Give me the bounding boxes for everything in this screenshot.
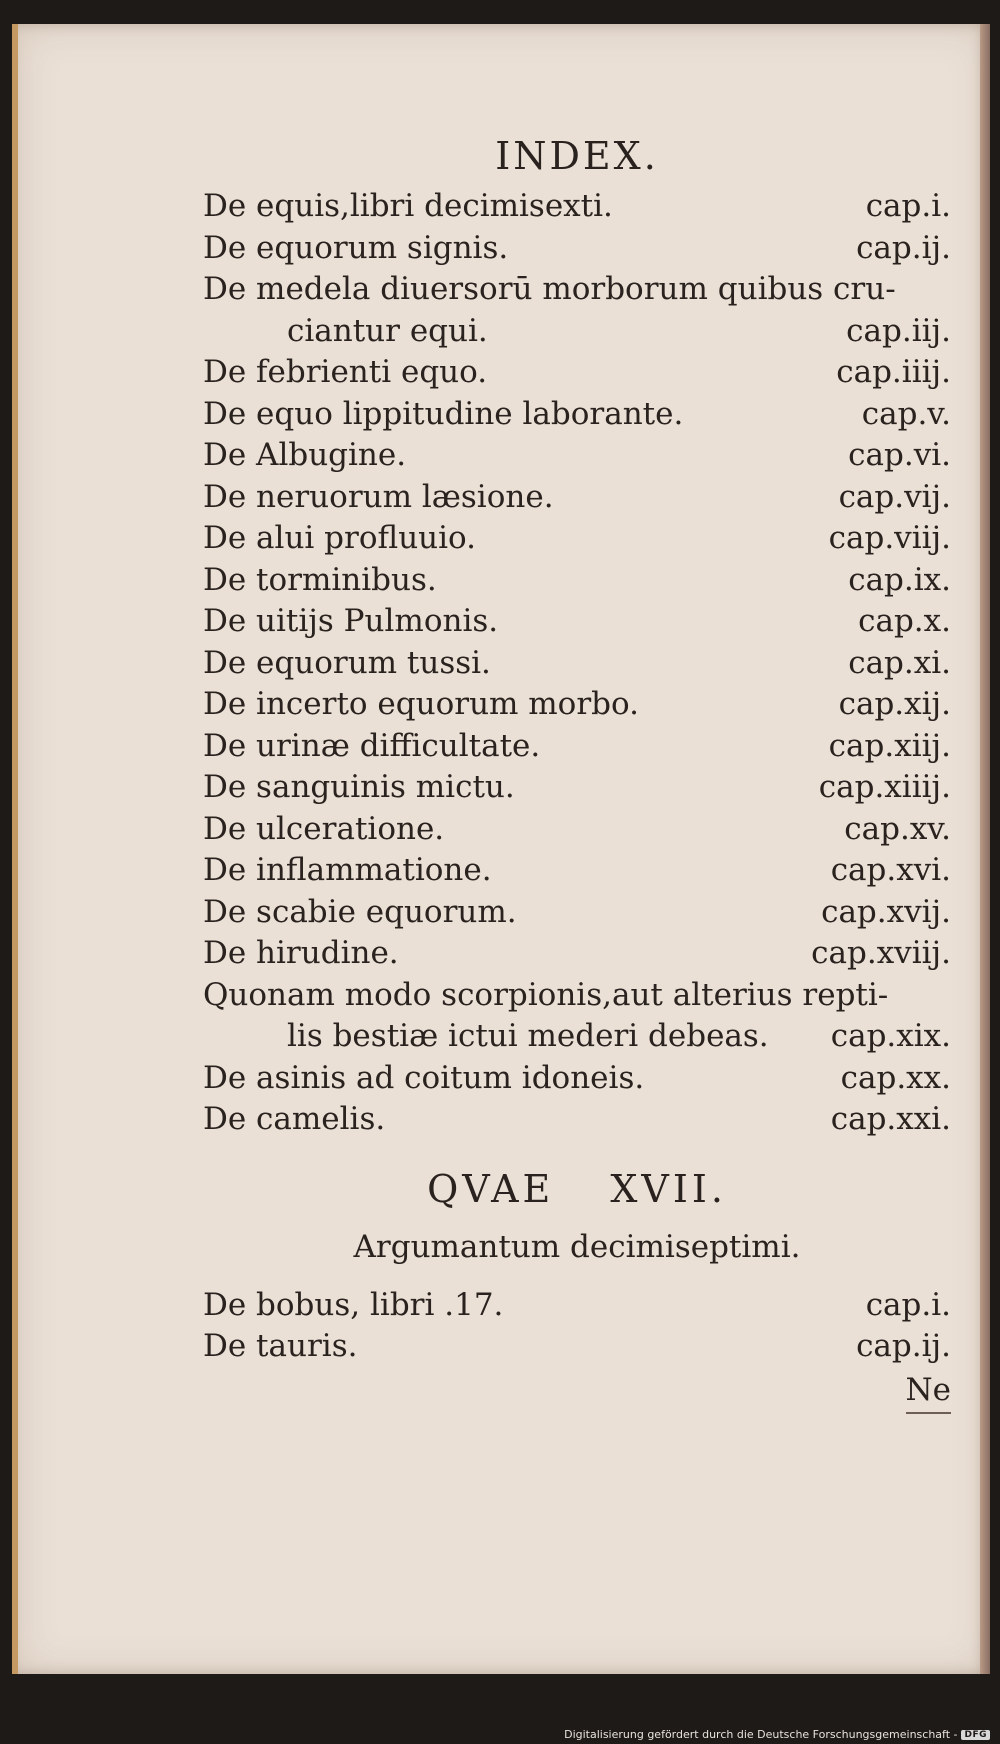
entry-chapter: cap.xix.	[830, 1018, 951, 1054]
index-entry	[203, 933, 951, 975]
digitization-footer	[564, 1728, 990, 1741]
entry-chapter: cap.i.	[865, 1286, 951, 1323]
entry-title: De camelis.	[203, 1101, 386, 1137]
binding-edge	[980, 24, 990, 1674]
index-entry	[203, 1016, 951, 1058]
entry-title: De equorum tussi.	[203, 644, 491, 681]
index-entry	[203, 394, 951, 436]
entry-title: De bobus, libri .17.	[203, 1286, 504, 1323]
index-entry	[203, 643, 951, 685]
entry-title: De medela diuersorū morborum quibus cru-	[203, 271, 896, 307]
entry-title: De equorum signis.	[203, 229, 509, 266]
index-entry	[203, 975, 951, 1017]
entry-title: De uitijs Pulmonis.	[203, 603, 499, 639]
book-page	[12, 24, 990, 1674]
index-entry	[203, 1326, 951, 1368]
index-entry	[203, 726, 951, 768]
section-subheading: Argumantum decimiseptimi.	[353, 1228, 801, 1265]
entry-chapter: cap.vij.	[838, 478, 951, 515]
entry-chapter: cap.xv.	[844, 810, 951, 847]
entry-chapter: cap.ij.	[856, 1328, 951, 1364]
index-entry	[203, 767, 951, 809]
index-entry	[203, 269, 951, 311]
entry-chapter: cap.xvi.	[830, 852, 951, 888]
entry-title: lis bestiæ ictui mederi debeas.	[287, 1018, 769, 1054]
entry-chapter: cap.viij.	[828, 520, 951, 556]
index-entry	[203, 892, 951, 934]
index-entry	[203, 601, 951, 643]
index-entry	[203, 1058, 951, 1100]
entry-title: De inflammatione.	[203, 852, 492, 888]
entry-chapter: cap.ix.	[848, 561, 951, 598]
entry-title: De equis,libri decimisexti.	[203, 188, 613, 224]
entry-chapter: cap.v.	[861, 395, 951, 432]
entry-title: ciantur equi.	[287, 312, 488, 349]
index-entry	[203, 1099, 951, 1141]
entry-chapter: cap.xi.	[848, 644, 951, 681]
entry-title: Quonam modo scorpionis,aut alterius repti-	[203, 976, 889, 1013]
entry-title: De ulceratione.	[203, 810, 445, 847]
index-entry	[203, 809, 951, 851]
entry-chapter: cap.vi.	[848, 437, 951, 473]
catchword-text: Ne	[906, 1368, 951, 1414]
entry-title: De neruorum læsione.	[203, 478, 554, 515]
entry-title: De febrienti equo.	[203, 354, 488, 390]
section-heading: QVAE XVII.	[427, 1166, 727, 1211]
index-entry	[203, 684, 951, 726]
index-entry	[203, 560, 951, 602]
entry-chapter: cap.iiij.	[836, 354, 951, 390]
index-entry	[203, 477, 951, 519]
entry-title: De incerto equorum morbo.	[203, 686, 639, 722]
index-entry	[203, 435, 951, 477]
index-text-block	[203, 132, 951, 1412]
entry-chapter: cap.x.	[858, 603, 951, 639]
entry-chapter: cap.iij.	[846, 312, 951, 349]
index-entry	[203, 311, 951, 353]
footer-text: Digitalisierung gefördert durch die Deutsche Forschungsgemeinschaft -	[564, 1728, 958, 1741]
index-entry	[203, 518, 951, 560]
entry-chapter: cap.xxi.	[830, 1101, 951, 1137]
entry-chapter: cap.i.	[865, 188, 951, 224]
entry-chapter: cap.xiij.	[828, 727, 951, 764]
entry-title: De urinæ difficultate.	[203, 727, 541, 764]
entry-chapter: cap.ij.	[856, 229, 951, 266]
entry-title: De equo lippitudine laborante.	[203, 395, 684, 432]
entry-title: De asinis ad coitum idoneis.	[203, 1059, 645, 1096]
index-entry	[203, 850, 951, 892]
dfg-logo-icon: DFG	[961, 1730, 990, 1740]
entry-title: De scabie equorum.	[203, 893, 517, 930]
index-entries-second-section	[203, 1285, 951, 1368]
entry-title: De hirudine.	[203, 935, 399, 971]
entry-chapter: cap.xvij.	[821, 893, 951, 930]
entry-chapter: cap.xiiij.	[818, 769, 951, 805]
entry-title: De tauris.	[203, 1328, 358, 1364]
entry-title: De alui profluuio.	[203, 520, 477, 556]
index-entry	[203, 228, 951, 270]
entry-chapter: cap.xviij.	[811, 935, 951, 971]
page-heading: INDEX.	[495, 134, 659, 178]
entry-chapter: cap.xx.	[840, 1059, 951, 1096]
entry-title: De torminibus.	[203, 561, 437, 598]
entry-chapter: cap.xij.	[838, 686, 951, 722]
index-entry	[203, 1285, 951, 1327]
entry-title: De Albugine.	[203, 437, 407, 473]
index-entry	[203, 186, 951, 228]
entry-title: De sanguinis mictu.	[203, 769, 515, 805]
index-entries	[203, 186, 951, 1141]
catchword	[203, 1368, 951, 1412]
index-entry	[203, 352, 951, 394]
